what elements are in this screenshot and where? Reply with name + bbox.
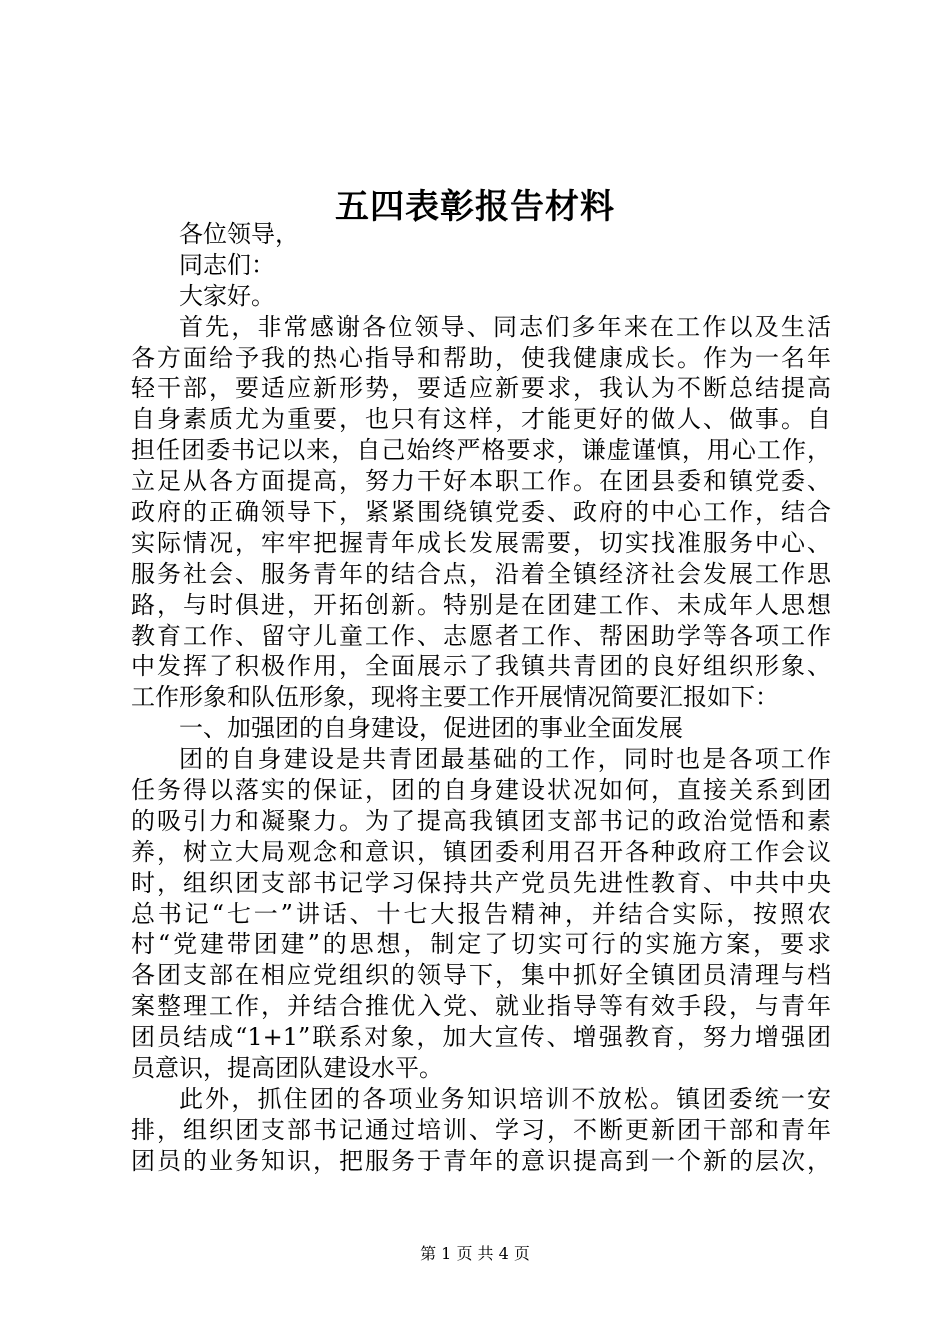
- text-line: 轻干部，要适应新形势，要适应新要求，我认为不断总结提高: [131, 374, 831, 403]
- text-line: 立足从各方面提高，努力干好本职工作。在团县委和镇党委、: [131, 467, 831, 496]
- text-line: 一、加强团的自身建设，促进团的事业全面发展: [179, 714, 683, 743]
- text-line: 首先，非常感谢各位领导、同志们多年来在工作以及生活: [179, 312, 831, 341]
- text-line: 工作形象和队伍形象，现将主要工作开展情况简要汇报如下：: [131, 683, 779, 712]
- text-line: 路，与时俱进，开拓创新。特别是在团建工作、未成年人思想: [131, 590, 831, 619]
- text-line: 时，组织团支部书记学习保持共产党员先进性教育、中共中央: [131, 868, 831, 897]
- text-line: 各团支部在相应党组织的领导下，集中抓好全镇团员清理与档: [131, 961, 831, 990]
- text-line: 排，组织团支部书记通过培训、学习，不断更新团干部和青年: [131, 1115, 831, 1144]
- text-line: 的吸引力和凝聚力。为了提高我镇团支部书记的政治觉悟和素: [131, 806, 831, 835]
- text-line: 团员的业务知识，把服务于青年的意识提高到一个新的层次，: [131, 1146, 831, 1175]
- text-line: 各方面给予我的热心指导和帮助，使我健康成长。作为一名年: [131, 343, 831, 372]
- text-line: 员意识，提高团队建设水平。: [131, 1054, 443, 1083]
- text-line: 此外，抓住团的各项业务知识培训不放松。镇团委统一安: [179, 1084, 831, 1113]
- document-body: [131, 219, 831, 1177]
- text-line: 大家好。: [179, 281, 275, 310]
- text-line: 中发挥了积极作用，全面展示了我镇共青团的良好组织形象、: [131, 652, 831, 681]
- text-line: 养，树立大局观念和意识，镇团委利用召开各种政府工作会议: [131, 837, 831, 866]
- text-line: 同志们：: [179, 250, 275, 279]
- document-title: 五四表彰报告材料: [335, 187, 615, 227]
- text-line: 村“党建带团建”的思想，制定了切实可行的实施方案，要求: [131, 930, 831, 959]
- text-line: 团的自身建设是共青团最基础的工作，同时也是各项工作: [179, 745, 831, 774]
- text-line: 担任团委书记以来，自己始终严格要求，谦虚谨慎，用心工作，: [131, 436, 831, 465]
- text-line: 教育工作、留守儿童工作、志愿者工作、帮困助学等各项工作: [131, 621, 831, 650]
- page-footer: 第 1 页 共 4 页: [420, 1244, 530, 1263]
- text-line: 团员结成“1+1”联系对象，加大宣传、增强教育，努力增强团: [131, 1023, 831, 1052]
- text-line: 自身素质尤为重要，也只有这样，才能更好的做人、做事。自: [131, 405, 831, 434]
- text-line: 服务社会、服务青年的结合点，沿着全镇经济社会发展工作思: [131, 559, 831, 588]
- text-line: 总书记“七一”讲话、十七大报告精神，并结合实际，按照农: [131, 899, 831, 928]
- text-line: 案整理工作，并结合推优入党、就业指导等有效手段，与青年: [131, 992, 831, 1021]
- text-line: 任务得以落实的保证，团的自身建设状况如何，直接关系到团: [131, 776, 831, 805]
- text-line: 实际情况，牢牢把握青年成长发展需要，切实找准服务中心、: [131, 528, 831, 557]
- text-line: 政府的正确领导下，紧紧围绕镇党委、政府的中心工作，结合: [131, 498, 831, 527]
- text-line: 各位领导，: [179, 220, 299, 248]
